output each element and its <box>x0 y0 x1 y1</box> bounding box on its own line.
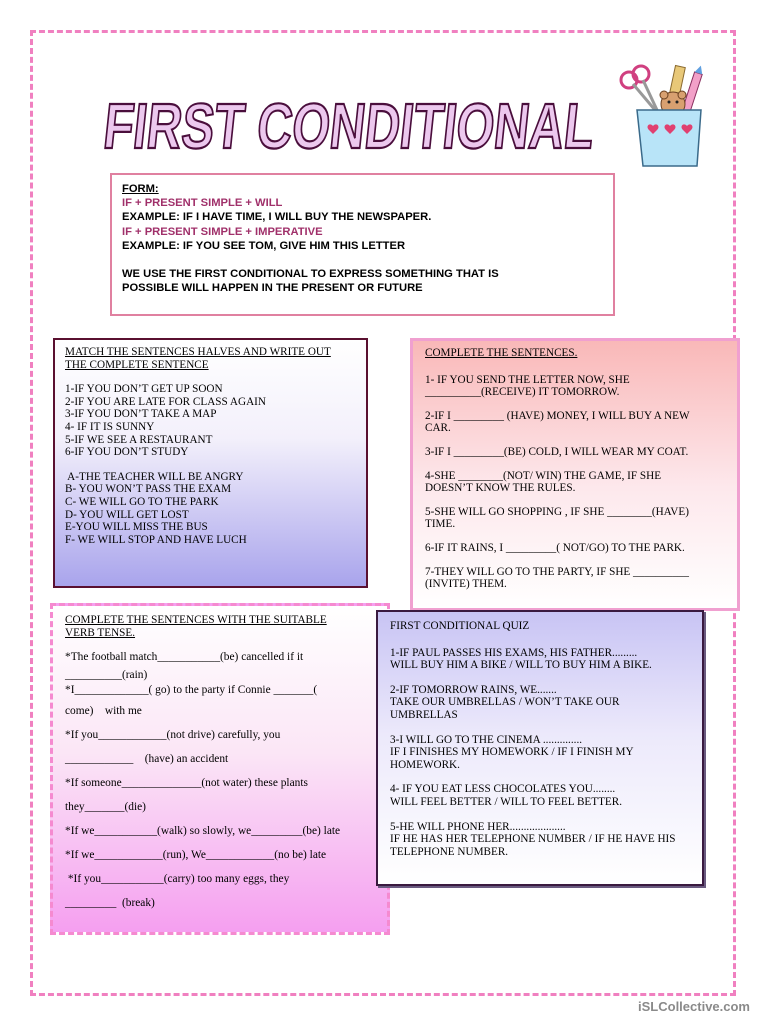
pencil-cup-icon <box>615 62 715 170</box>
form-label: FORM: <box>122 183 159 195</box>
quiz-question <box>390 734 690 772</box>
verb-line: *If we___________(walk) so slowly, we_________(be) late <box>65 825 341 838</box>
quiz-line: IF HE HAS HER TELEPHONE NUMBER / IF HE HAVE HIS <box>390 833 676 846</box>
match-item: 4- IF IT IS SUNNY <box>65 420 155 433</box>
form-usage-2: POSSIBLE WILL HAPPEN IN THE PRESENT OR FUTURE <box>122 282 423 295</box>
complete-item <box>425 470 725 495</box>
form-rule-1: IF + PRESENT SIMPLE + WILL <box>122 197 283 210</box>
match-answer: A-THE TEACHER WILL BE ANGRY <box>65 470 244 483</box>
complete-item-line: 6-IF IT RAINS, I _________( NOT/GO) TO THE PARK. <box>425 541 685 554</box>
match-item: 2-IF YOU ARE LATE FOR CLASS AGAIN <box>65 395 266 408</box>
form-usage-1: WE USE THE FIRST CONDITIONAL TO EXPRESS SOMETHING THAT IS <box>122 268 499 281</box>
quiz-heading: FIRST CONDITIONAL QUIZ <box>390 620 530 632</box>
match-item: 1-IF YOU DON’T GET UP SOON <box>65 383 223 396</box>
complete-item-line: 3-IF I _________(BE) COLD, I WILL WEAR MY COAT. <box>425 445 689 458</box>
match-answer: F- WE WILL STOP AND HAVE LUCH <box>65 533 247 546</box>
quiz-box <box>376 610 704 886</box>
quiz-line: 3-I WILL GO TO THE CINEMA .............. <box>390 733 583 746</box>
complete-item <box>425 542 725 555</box>
complete-item-line: CAR. <box>425 422 451 435</box>
verb-line: _________ (break) <box>65 897 155 910</box>
complete-item <box>425 506 725 531</box>
match-answer: C- WE WILL GO TO THE PARK <box>65 495 219 508</box>
quiz-line: HOMEWORK. <box>390 758 460 771</box>
site-watermark: iSLCollective.com <box>638 999 750 1014</box>
title-graphic <box>100 80 755 170</box>
verb-heading-2: VERB TENSE. <box>65 626 136 639</box>
complete-item-line: (INVITE) THEM. <box>425 578 507 591</box>
match-answer: D- YOU WILL GET LOST <box>65 508 189 521</box>
match-item: 6-IF YOU DON’T STUDY <box>65 446 189 459</box>
complete-item-line: 5-SHE WILL GO SHOPPING , IF SHE ________(HAVE) <box>425 505 689 518</box>
worksheet-title <box>100 80 755 170</box>
quiz-line: 4- IF YOU EAT LESS CHOCOLATES YOU........ <box>390 783 616 796</box>
quiz-line: TAKE OUR UMBRELLAS / WON’T TAKE OUR <box>390 696 620 709</box>
match-exercise-box <box>53 338 368 588</box>
quiz-line: WILL FEEL BETTER / WILL TO FEEL BETTER. <box>390 795 622 808</box>
complete-item <box>425 410 725 435</box>
verb-line: __________(rain) <box>65 669 148 682</box>
verb-line: come) with me <box>65 705 142 718</box>
title-text: FIRST CONDITIONAL <box>100 90 755 162</box>
quiz-line: WILL BUY HIM A BIKE / WILL TO BUY HIM A BIKE. <box>390 659 652 672</box>
match-item: 3-IF YOU DON’T TAKE A MAP <box>65 408 217 421</box>
complete-item-line: 1- IF YOU SEND THE LETTER NOW, SHE <box>425 373 630 386</box>
form-box <box>110 173 615 316</box>
complete-item <box>425 446 725 459</box>
verb-line: *The football match___________(be) cancelled if it <box>65 651 304 664</box>
complete-sentences-box <box>410 338 740 611</box>
quiz-line: 2-IF TOMORROW RAINS, WE....... <box>390 683 557 696</box>
quiz-line: UMBRELLAS <box>390 708 458 721</box>
complete-item-line: __________(RECEIVE) IT TOMORROW. <box>425 386 620 399</box>
verb-line: *If you____________(not drive) carefully, you <box>65 729 281 742</box>
complete-item-line: 2-IF I _________ (HAVE) MONEY, I WILL BUY A NEW <box>425 409 690 422</box>
quiz-question <box>390 647 690 672</box>
complete-item <box>425 566 725 591</box>
complete-item-line: 7-THEY WILL GO TO THE PARTY, IF SHE __________ <box>425 565 689 578</box>
verb-line: *If we____________(run), We____________(no be) late <box>65 849 327 862</box>
form-example-1: EXAMPLE: IF I HAVE TIME, I WILL BUY THE NEWSPAPER. <box>122 211 432 224</box>
quiz-question <box>390 684 690 722</box>
quiz-line: TELEPHONE NUMBER. <box>390 845 509 858</box>
match-answer: E-YOU WILL MISS THE BUS <box>65 521 208 534</box>
verb-line: they_______(die) <box>65 801 146 814</box>
quiz-question <box>390 821 690 859</box>
verb-line: *If someone______________(not water) these plants <box>65 777 308 790</box>
verb-tense-box <box>50 603 390 935</box>
quiz-line: IF I FINISHES MY HOMEWORK / IF I FINISH MY <box>390 746 634 759</box>
quiz-line: 1-IF PAUL PASSES HIS EXAMS, HIS FATHER......... <box>390 646 638 659</box>
quiz-question <box>390 783 690 808</box>
quiz-line: 5-HE WILL PHONE HER.................... <box>390 820 566 833</box>
match-item: 5-IF WE SEE A RESTAURANT <box>65 433 213 446</box>
complete-heading: COMPLETE THE SENTENCES. <box>425 347 578 359</box>
complete-item-line: DOESN’T KNOW THE RULES. <box>425 482 576 495</box>
complete-item <box>425 374 725 399</box>
verb-line: ____________ (have) an accident <box>65 753 229 766</box>
form-example-2: EXAMPLE: IF YOU SEE TOM, GIVE HIM THIS LETTER <box>122 239 406 252</box>
verb-line: *I_____________( go) to the party if Connie _______( <box>65 684 318 697</box>
complete-item-line: TIME. <box>425 518 456 531</box>
match-heading-2: THE COMPLETE SENTENCE <box>65 358 209 371</box>
verb-heading-1: COMPLETE THE SENTENCES WITH THE SUITABLE <box>65 614 327 626</box>
match-heading-1: MATCH THE SENTENCES HALVES AND WRITE OUT <box>65 346 331 358</box>
form-rule-2: IF + PRESENT SIMPLE + IMPERATIVE <box>122 225 323 238</box>
verb-line: *If you___________(carry) too many eggs, they <box>65 873 290 886</box>
complete-item-line: 4-SHE ________(NOT/ WIN) THE GAME, IF SHE <box>425 469 662 482</box>
match-answer: B- YOU WON’T PASS THE EXAM <box>65 483 232 496</box>
